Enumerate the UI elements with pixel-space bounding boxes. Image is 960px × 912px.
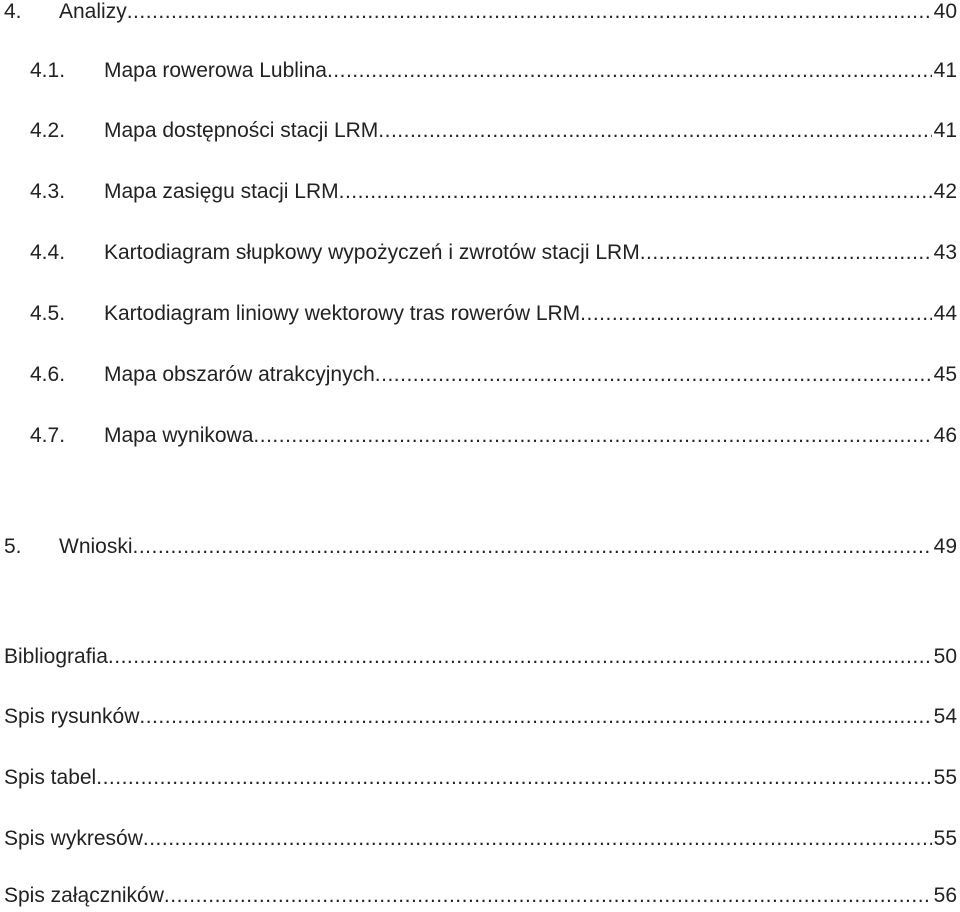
- toc-leader-dots: [327, 56, 932, 86]
- toc-entry-analizy[interactable]: [0, 0, 960, 27]
- toc-entry-page: 50: [933, 645, 957, 668]
- toc-entry-page: 45: [933, 363, 957, 386]
- toc-entry-spis-zalacznikow[interactable]: [0, 881, 960, 911]
- toc-entry-wnioski[interactable]: [0, 532, 960, 562]
- toc-entry-title: Mapa wynikowa: [104, 424, 254, 447]
- toc-entry-mapa-zasiegu[interactable]: [0, 177, 960, 207]
- toc-entry-mapa-dostepnosci[interactable]: [0, 116, 960, 146]
- toc-entry-page: 44: [933, 302, 957, 325]
- toc-entry-kartodiagram-slupkowy[interactable]: [0, 238, 960, 268]
- toc-entry-title: Mapa dostępności stacji LRM: [104, 119, 379, 142]
- toc-entry-page: 43: [933, 241, 957, 264]
- toc-entry-title: Spis wykresów: [4, 827, 143, 850]
- toc-leader-dots: [640, 238, 932, 268]
- toc-entry-mapa-obszarow[interactable]: [0, 360, 960, 390]
- toc-entry-number: 4.7.: [30, 424, 66, 447]
- toc-entry-title: Spis tabel: [4, 766, 97, 789]
- toc-entry-spis-wykresow[interactable]: [0, 824, 960, 854]
- toc-entry-spis-tabel[interactable]: [0, 763, 960, 793]
- toc-entry-page: 55: [933, 827, 957, 850]
- toc-entry-title: Wnioski: [59, 535, 133, 558]
- toc-entry-number: 4.3.: [30, 180, 66, 203]
- toc-entry-title: Spis rysunków: [4, 705, 140, 728]
- toc-leader-dots: [339, 177, 932, 207]
- toc-entry-page: 55: [933, 766, 957, 789]
- toc-leader-dots: [127, 0, 932, 27]
- toc-leader-dots: [108, 642, 932, 672]
- toc-entry-page: 41: [933, 119, 957, 142]
- toc-entry-page: 40: [933, 0, 957, 23]
- toc-leader-dots: [580, 299, 931, 329]
- toc-entry-page: 56: [933, 884, 957, 907]
- toc-leader-dots: [133, 532, 932, 562]
- toc-leader-dots: [375, 360, 932, 390]
- toc-entry-title: Mapa obszarów atrakcyjnych: [104, 363, 375, 386]
- toc-entry-title: Kartodiagram liniowy wektorowy tras rowerów LRM: [104, 302, 581, 325]
- toc-leader-dots: [96, 763, 931, 793]
- toc-leader-dots: [164, 881, 932, 911]
- toc-entry-page: 46: [933, 424, 957, 447]
- toc-entry-number: 4.6.: [30, 363, 66, 386]
- toc-entry-title: Analizy: [59, 0, 127, 23]
- toc-entry-bibliografia[interactable]: [0, 642, 960, 672]
- toc-leader-dots: [253, 421, 931, 451]
- toc-entry-kartodiagram-liniowy[interactable]: [0, 299, 960, 329]
- toc-entry-page: 54: [933, 705, 957, 728]
- toc-leader-dots: [139, 702, 931, 732]
- toc-entry-number: 4.4.: [30, 241, 66, 264]
- toc-entry-number: 5.: [4, 535, 22, 558]
- toc-entry-title: Mapa rowerowa Lublina: [104, 59, 327, 82]
- toc-entry-title: Spis załączników: [4, 884, 164, 907]
- toc-entry-spis-rysunkow[interactable]: [0, 702, 960, 732]
- toc-entry-title: Bibliografia: [4, 645, 108, 668]
- toc-leader-dots: [143, 824, 932, 854]
- toc-entry-number: 4.2.: [30, 119, 66, 142]
- toc-entry-mapa-rowerowa[interactable]: [0, 56, 960, 86]
- toc-entry-page: 41: [933, 59, 957, 82]
- toc-leader-dots: [378, 116, 931, 146]
- toc-entry-number: 4.1.: [30, 59, 66, 82]
- toc-entry-page: 42: [933, 180, 957, 203]
- toc-entry-number: 4.5.: [30, 302, 66, 325]
- toc-entry-number: 4.: [4, 0, 22, 23]
- toc-entry-title: Kartodiagram słupkowy wypożyczeń i zwrotów stacji LRM: [104, 241, 640, 264]
- toc-entry-mapa-wynikowa[interactable]: [0, 421, 960, 451]
- toc-entry-page: 49: [933, 535, 957, 558]
- toc-entry-title: Mapa zasięgu stacji LRM: [104, 180, 339, 203]
